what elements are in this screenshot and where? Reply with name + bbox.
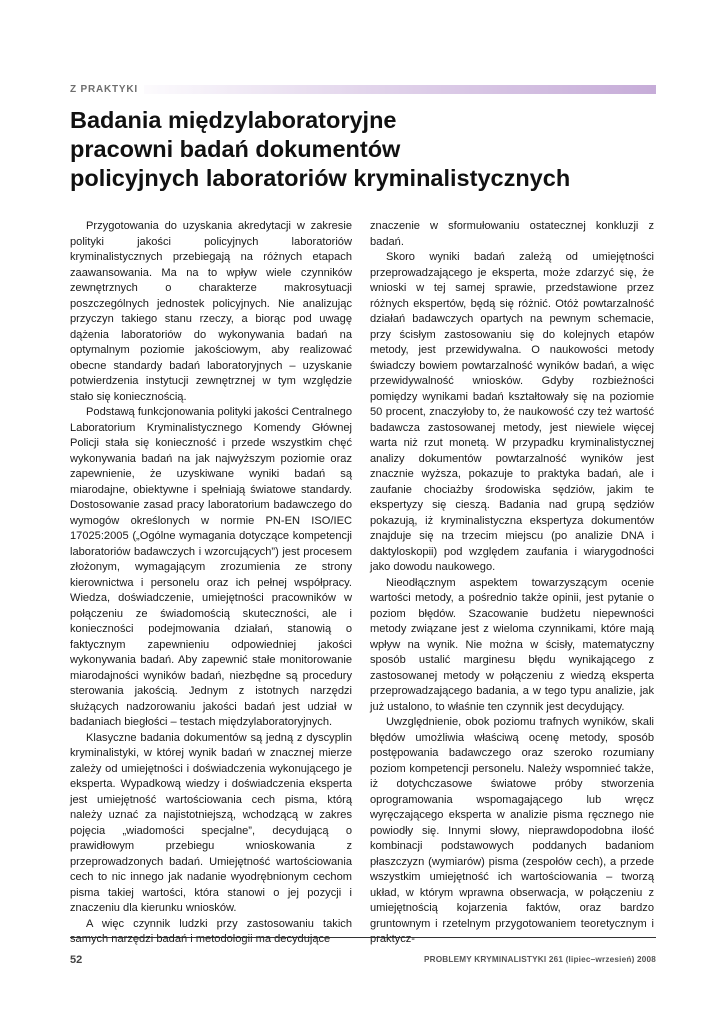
paragraph: Podstawą funkcjonowania polityki jakości Centralnego Laboratorium Kryminalistycznego Komendy Głównej Policji stała się konieczność i przede wszystkim chęć wykonywania badań na jak najwyższym poziomie oraz zapewnienie, że uzyskiwane wyniki badań są miarodajne, obiektywne i spełniają światowe standardy. Dostosowanie zasad pracy laboratorium badawczego do wymogów określonych w normie PN-EN ISO/IEC 17025:2005 („Ogólne wymagania dotyczące kompetencji laboratoriów badawczych i wzorcujących”) jest procesem złożonym, wymagającym zrozumienia ze strony kierownictwa i personelu oraz ich pełnej współpracy. Wiedza, doświadczenie, umiejętności pracowników w połączeniu ze świadomością skuteczności, ale i konieczności podejmowania działań, stanowią o faktycznym zapewnieniu odpowiedniej jakości wykonywania badań. Aby zapewnić stałe monitorowanie miarodajności wyników badań, niezbędne są procedury sterowania jakością. Jednym z istotnych narzędzi służących nadzorowaniu jakości badań jest udział w badaniach biegłości – testach międzylaboratoryjnych. — [70, 406, 352, 728]
section-label: Z PRAKTYKI — [70, 84, 144, 95]
left-column — [70, 219, 352, 948]
title-line: pracowni badań dokumentów — [70, 136, 401, 162]
page-number: 52 — [70, 954, 83, 966]
title-line: Badania międzylaboratoryjne — [70, 107, 397, 133]
paragraph-continuation: znaczenie w sformułowaniu ostatecznej konkluzji z badań. — [370, 220, 654, 248]
right-column — [370, 219, 654, 948]
article-title — [70, 106, 650, 193]
paragraph: Klasyczne badania dokumentów są jedną z dyscyplin kryminalistyki, w której wynik badań w znacznej mierze zależy od umiejętności i doświadczenia wykonującego je eksperta. Wypadkową wiedzy i doświadczenia eksperta jest umiejętność wartościowania cech pisma, którą należy uznać za najistotniejszą, wchodzącą w zakres pojęcia „wiadomości specjalne”, decydującą o prawidłowym przebiegu wnioskowania z przeprowadzonych badań. Umiejętność wartościowania cech to nic innego jak nadanie wyodrębnionym cechom pisma takiej wartości, która stanowi o jej pozycji i znaczeniu dla kierunku wniosków. — [70, 731, 352, 914]
paragraph: Uwzględnienie, obok poziomu trafnych wyników, skali błędów umożliwia właściwą ocenę metody, sposób postępowania badawczego oraz szeroko rozumiany poziom kompetencji personelu. Należy wspomnieć także, iż dotychczasowe światowe próby stworzenia oprogramowania wspomagającego lub wręcz wyręczającego eksperta w analizie pisma ręcznego nie powiodły się. Innymi słowy, nieprawdopodobna ilość kombinacji podstawowych poddanych badaniom płaszczyzn (wymiarów) pisma (zespołów cech), a przede wszystkim umiejętność ich wartościowania – tworzą układ, w którym wprawna obserwacja, w połączeniu z umiejętnością kojarzenia faktów, oraz bardzo gruntownym i rzetelnym przygotowaniem teoretycznym i praktycz- — [370, 716, 654, 945]
footer-divider — [70, 937, 656, 938]
paragraph: Skoro wyniki badań zależą od umiejętności przeprowadzającego je eksperta, może zdarzyć się, że wnioski w tej samej sprawie, przedstawione przez różnych ekspertów, będą się różnić. Otóż powtarzalność działań badawczych opartych na pewnym schemacie, przy ścisłym zastosowaniu się do kolejnych etapów metody, jest przewidywalna. O naukowości metody świadczy bowiem powtarzalność wyników badań, a więc przewidywalność wniosków. Gdyby rozbieżności pomiędzy wynikami badań kształtowały się na poziomie 50 procent, znaczyłoby to, że naukowość czy też wartość badawcza zastosowanej metody, jest niewiele więcej warta niż rzut monetą. W przypadku kryminalistycznej analizy dokumentów powtarzalność wyników jest znacznie wyższa, pokazuje to praktyka badań, ale i zaufanie chociażby środowiska sędziów, jakim te ekspertyzy się cieszą. Badania nad grupą sędziów pokazują, iż kryminalistyczna ekspertyza dokumentów znajduje się na trzecim miejscu (po analizie DNA i daktyloskopii) pod względem zaufania i wiarygodności jako dowodu naukowego. — [370, 251, 654, 573]
journal-citation: PROBLEMY KRYMINALISTYKI 261 (lipiec–wrzesień) 2008 — [423, 955, 656, 964]
paragraph: A więc czynnik ludzki przy zastosowaniu takich samych narzędzi badań i metodologii ma decydujące — [70, 917, 352, 945]
paragraph: Nieodłącznym aspektem towarzyszącym ocenie wartości metody, a pośrednio także opinii, jest pytanie o poziom błędów. Szacowanie budżetu niepewności metody związane jest z wieloma czynnikami, które mają wpływ na wynik. Nie można w ścisły, matematyczny sposób ustalić marginesu błędu wynikającego z zastosowanej metody w połączeniu z wiedzą eksperta przeprowadzającego badania, a w tego typu analizie, jak już ustalono, to właśnie ten czynnik jest decydujący. — [370, 576, 654, 713]
title-line: policyjnych laboratoriów kryminalistycznych — [70, 165, 571, 191]
paragraph: Przygotowania do uzyskania akredytacji w zakresie polityki jakości policyjnych laboratoriów kryminalistycznych przebiegają na różnych etapach zaawansowania. Ma na to wpływ wiele czynników zewnętrznych o charakterze makrosytuacji poszczególnych jednostek policyjnych. Nie analizując przyczyn takiego stanu rzeczy, a biorąc pod uwagę dążenia laboratoriów do wykonywania badań na optymalnym poziomie jakościowym, aby realizować obecne standardy badań laboratoryjnych – uzyskanie potwierdzenia instytucji zewnętrznej w tym względzie stało się koniecznością. — [70, 220, 352, 403]
section-accent-bar — [120, 85, 656, 94]
